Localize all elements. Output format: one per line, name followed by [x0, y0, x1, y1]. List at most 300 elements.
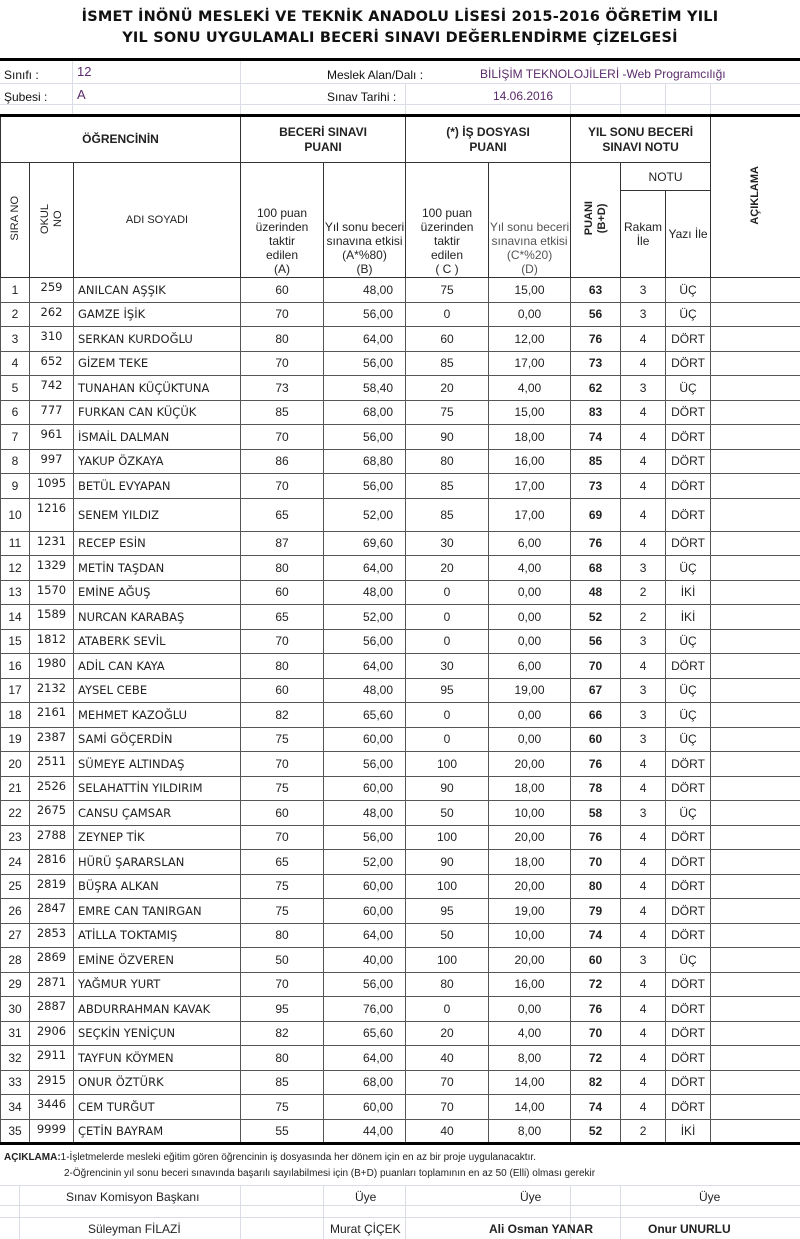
cell-score-d: 18,00 [489, 850, 571, 875]
cell-sira-no: 2 [1, 302, 30, 327]
cell-grade-number: 4 [621, 923, 666, 948]
cell-grade-number: 4 [621, 327, 666, 352]
table-row [1, 874, 800, 899]
cell-sira-no: 20 [1, 752, 30, 777]
cell-grade-number: 4 [621, 498, 666, 531]
cell-score-b: 56,00 [324, 629, 406, 654]
cell-grade-text: ÜÇ [666, 302, 711, 327]
cell-grade-text: DÖRT [666, 1021, 711, 1046]
cell-sira-no: 29 [1, 972, 30, 997]
cell-grade-number: 4 [621, 1021, 666, 1046]
cell-student-name: AYSEL CEBE [74, 678, 241, 703]
cell-grade-number: 4 [621, 449, 666, 474]
cell-score-c: 0 [406, 703, 489, 728]
cell-score-d: 0,00 [489, 629, 571, 654]
cell-sira-no: 32 [1, 1046, 30, 1071]
cell-score-d: 20,00 [489, 874, 571, 899]
cell-score-d: 20,00 [489, 948, 571, 973]
role-uye-2: Üye [520, 1190, 542, 1204]
cell-score-c: 95 [406, 678, 489, 703]
cell-okul-no: 2161 [30, 703, 74, 728]
header-col-a-2: üzerinden [255, 220, 309, 234]
cell-grade-number: 3 [621, 278, 666, 303]
cell-grade-number: 4 [621, 997, 666, 1022]
cell-grade-text: DÖRT [666, 1046, 711, 1071]
cell-grade-text: İKİ [666, 605, 711, 630]
cell-grade-text: DÖRT [666, 923, 711, 948]
cell-score-d: 4,00 [489, 1021, 571, 1046]
cell-grade-number: 3 [621, 703, 666, 728]
cell-score-c: 80 [406, 972, 489, 997]
cell-grade-number: 4 [621, 825, 666, 850]
cell-sira-no: 26 [1, 899, 30, 924]
cell-student-name: GİZEM TEKE [74, 351, 241, 376]
cell-total-bd: 67 [571, 678, 621, 703]
cell-total-bd: 76 [571, 531, 621, 556]
cell-score-d: 10,00 [489, 923, 571, 948]
cell-score-d: 6,00 [489, 654, 571, 679]
cell-total-bd: 72 [571, 1046, 621, 1071]
cell-student-name: ÇETİN BAYRAM [74, 1119, 241, 1144]
header-col-d-4: (D) [521, 262, 538, 276]
cell-okul-no: 2132 [30, 678, 74, 703]
cell-score-a: 70 [241, 302, 324, 327]
cell-student-name: ZEYNEP TİK [74, 825, 241, 850]
cell-score-b: 60,00 [324, 1095, 406, 1120]
cell-total-bd: 70 [571, 1021, 621, 1046]
table-row [1, 1095, 800, 1120]
cell-student-name: FURKAN CAN KÜÇÜK [74, 400, 241, 425]
cell-student-name: TAYFUN KÖYMEN [74, 1046, 241, 1071]
cell-aciklama [711, 605, 800, 630]
cell-score-c: 90 [406, 850, 489, 875]
cell-score-c: 30 [406, 654, 489, 679]
cell-score-b: 60,00 [324, 899, 406, 924]
cell-student-name: SÜMEYE ALTINDAŞ [74, 752, 241, 777]
cell-score-d: 0,00 [489, 703, 571, 728]
cell-grade-text: ÜÇ [666, 556, 711, 581]
cell-sira-no: 23 [1, 825, 30, 850]
cell-score-d: 15,00 [489, 278, 571, 303]
cell-aciklama [711, 425, 800, 450]
cell-sira-no: 7 [1, 425, 30, 450]
cell-sira-no: 24 [1, 850, 30, 875]
gridline [0, 83, 800, 84]
cell-student-name: ABDURRAHMAN KAVAK [74, 997, 241, 1022]
cell-score-a: 65 [241, 850, 324, 875]
header-col-c-4: ( C ) [435, 262, 459, 276]
gridline [620, 1185, 621, 1239]
cell-score-d: 4,00 [489, 376, 571, 401]
cell-okul-no: 2853 [30, 923, 74, 948]
cell-student-name: YAĞMUR YURT [74, 972, 241, 997]
cell-grade-text: DÖRT [666, 1095, 711, 1120]
cell-score-b: 56,00 [324, 752, 406, 777]
cell-sira-no: 11 [1, 531, 30, 556]
cell-total-bd: 72 [571, 972, 621, 997]
cell-grade-text: DÖRT [666, 327, 711, 352]
cell-score-b: 64,00 [324, 327, 406, 352]
cell-total-bd: 52 [571, 1119, 621, 1144]
header-puani [571, 163, 621, 278]
cell-total-bd: 74 [571, 425, 621, 450]
gridline [240, 1185, 241, 1239]
meslek-label: Meslek Alan/Dalı : [327, 68, 424, 82]
cell-grade-number: 2 [621, 1119, 666, 1144]
cell-score-b: 64,00 [324, 556, 406, 581]
cell-aciklama [711, 825, 800, 850]
table-row [1, 727, 800, 752]
table-row [1, 376, 800, 401]
cell-grade-number: 3 [621, 678, 666, 703]
cell-score-c: 75 [406, 278, 489, 303]
name-baskan: Süleyman FİLAZİ [88, 1222, 181, 1236]
header-puani-2: (B+D) [595, 203, 608, 234]
cell-total-bd: 82 [571, 1070, 621, 1095]
cell-grade-number: 4 [621, 752, 666, 777]
cell-aciklama [711, 531, 800, 556]
gridline [240, 61, 241, 114]
cell-grade-text: DÖRT [666, 474, 711, 499]
cell-student-name: BÜŞRA ALKAN [74, 874, 241, 899]
header-ogrencinin: ÖĞRENCİNİN [1, 116, 241, 163]
cell-sira-no: 10 [1, 498, 30, 531]
footer-aciklama-label: AÇIKLAMA: [4, 1152, 61, 1163]
cell-student-name: NURCAN KARABAŞ [74, 605, 241, 630]
cell-aciklama [711, 327, 800, 352]
cell-aciklama [711, 997, 800, 1022]
cell-okul-no: 1980 [30, 654, 74, 679]
tarih-label: Sınav Tarihi : [327, 90, 397, 104]
cell-aciklama [711, 923, 800, 948]
header-yilsonu-line1: YIL SONU BECERİ [587, 124, 694, 139]
header-col-c-1: 100 puan [421, 206, 473, 220]
cell-okul-no: 1570 [30, 580, 74, 605]
header-col-d [489, 163, 571, 278]
cell-aciklama [711, 654, 800, 679]
cell-sira-no: 27 [1, 923, 30, 948]
cell-grade-number: 3 [621, 801, 666, 826]
header-col-d-2: sınavına etkisi [491, 234, 568, 248]
cell-grade-text: DÖRT [666, 654, 711, 679]
cell-grade-text: ÜÇ [666, 727, 711, 752]
table-row [1, 278, 800, 303]
cell-score-a: 70 [241, 752, 324, 777]
cell-score-b: 40,00 [324, 948, 406, 973]
cell-score-d: 12,00 [489, 327, 571, 352]
cell-score-a: 75 [241, 1095, 324, 1120]
cell-score-c: 85 [406, 474, 489, 499]
cell-score-b: 56,00 [324, 474, 406, 499]
table-row [1, 948, 800, 973]
table-row [1, 580, 800, 605]
cell-okul-no: 2911 [30, 1046, 74, 1071]
cell-grade-number: 4 [621, 899, 666, 924]
header-col-b-3: (A*%80) [342, 248, 387, 262]
header-aciklama-text: AÇIKLAMA [749, 166, 762, 225]
header-okul-no-1: OKUL [38, 203, 51, 234]
cell-grade-text: ÜÇ [666, 278, 711, 303]
cell-score-d: 8,00 [489, 1119, 571, 1144]
cell-total-bd: 76 [571, 825, 621, 850]
cell-grade-text: DÖRT [666, 972, 711, 997]
role-uye-1: Üye [355, 1190, 377, 1204]
cell-score-c: 20 [406, 556, 489, 581]
cell-score-c: 100 [406, 874, 489, 899]
header-puani-text [583, 201, 609, 235]
cell-grade-text: DÖRT [666, 531, 711, 556]
cell-score-d: 0,00 [489, 302, 571, 327]
footer-note-1 [4, 1152, 536, 1163]
cell-grade-number: 3 [621, 302, 666, 327]
cell-score-c: 0 [406, 727, 489, 752]
cell-student-name: RECEP ESİN [74, 531, 241, 556]
cell-aciklama [711, 580, 800, 605]
table-row [1, 531, 800, 556]
cell-grade-number: 4 [621, 972, 666, 997]
cell-score-d: 14,00 [489, 1070, 571, 1095]
cell-sira-no: 6 [1, 400, 30, 425]
cell-student-name: CEM TURĞUT [74, 1095, 241, 1120]
cell-grade-text: ÜÇ [666, 629, 711, 654]
header-col-a-4: edilen [265, 248, 299, 262]
cell-aciklama [711, 1095, 800, 1120]
cell-student-name: SEÇKİN YENİÇUN [74, 1021, 241, 1046]
cell-grade-text: DÖRT [666, 825, 711, 850]
cell-total-bd: 56 [571, 302, 621, 327]
cell-student-name: SENEM YILDIZ [74, 498, 241, 531]
cell-score-a: 60 [241, 278, 324, 303]
cell-student-name: ATABERK SEVİL [74, 629, 241, 654]
cell-grade-text: DÖRT [666, 351, 711, 376]
cell-student-name: SERKAN KURDOĞLU [74, 327, 241, 352]
cell-score-d: 0,00 [489, 605, 571, 630]
cell-okul-no: 1812 [30, 629, 74, 654]
header-sira-no [1, 163, 30, 278]
cell-aciklama [711, 899, 800, 924]
cell-student-name: EMİNE ÖZVEREN [74, 948, 241, 973]
subesi-value: A [77, 87, 86, 102]
cell-total-bd: 78 [571, 776, 621, 801]
cell-score-d: 0,00 [489, 580, 571, 605]
table-row [1, 605, 800, 630]
header-sira-no-text: SIRA NO [9, 196, 21, 241]
cell-sira-no: 13 [1, 580, 30, 605]
cell-okul-no: 1216 [30, 498, 74, 531]
cell-total-bd: 74 [571, 1095, 621, 1120]
cell-score-a: 50 [241, 948, 324, 973]
cell-sira-no: 21 [1, 776, 30, 801]
cell-okul-no: 262 [30, 302, 74, 327]
role-baskan: Sınav Komisyon Başkanı [66, 1190, 200, 1204]
cell-okul-no: 2526 [30, 776, 74, 801]
cell-score-b: 69,60 [324, 531, 406, 556]
cell-score-a: 55 [241, 1119, 324, 1144]
header-okul-no-2: NO [51, 210, 64, 227]
cell-grade-text: DÖRT [666, 1070, 711, 1095]
cell-score-b: 56,00 [324, 972, 406, 997]
cell-total-bd: 73 [571, 474, 621, 499]
cell-grade-text: ÜÇ [666, 678, 711, 703]
name-uye-1: Murat ÇİÇEK [330, 1222, 401, 1236]
cell-score-d: 4,00 [489, 556, 571, 581]
cell-score-c: 70 [406, 1095, 489, 1120]
cell-score-a: 60 [241, 580, 324, 605]
cell-okul-no: 742 [30, 376, 74, 401]
cell-sira-no: 33 [1, 1070, 30, 1095]
cell-aciklama [711, 1046, 800, 1071]
table-row [1, 654, 800, 679]
table-row [1, 850, 800, 875]
cell-student-name: GAMZE İŞİK [74, 302, 241, 327]
cell-student-name: YAKUP ÖZKAYA [74, 449, 241, 474]
header-yil-sonu [571, 116, 711, 163]
cell-score-c: 0 [406, 580, 489, 605]
cell-grade-text: ÜÇ [666, 703, 711, 728]
header-beceri-line2: PUANI [304, 139, 342, 154]
table-row [1, 327, 800, 352]
cell-grade-number: 3 [621, 948, 666, 973]
cell-student-name: METİN TAŞDAN [74, 556, 241, 581]
cell-score-b: 56,00 [324, 302, 406, 327]
cell-okul-no: 2915 [30, 1070, 74, 1095]
cell-aciklama [711, 376, 800, 401]
cell-sira-no: 8 [1, 449, 30, 474]
cell-grade-number: 2 [621, 580, 666, 605]
cell-grade-number: 4 [621, 874, 666, 899]
cell-aciklama [711, 703, 800, 728]
cell-score-c: 20 [406, 376, 489, 401]
cell-aciklama [711, 874, 800, 899]
cell-okul-no: 2511 [30, 752, 74, 777]
cell-score-a: 70 [241, 351, 324, 376]
cell-sira-no: 3 [1, 327, 30, 352]
table-row [1, 425, 800, 450]
cell-grade-number: 4 [621, 474, 666, 499]
header-col-a-1: 100 puan [256, 206, 308, 220]
cell-score-a: 80 [241, 654, 324, 679]
cell-okul-no: 2869 [30, 948, 74, 973]
cell-score-a: 80 [241, 923, 324, 948]
cell-score-a: 75 [241, 899, 324, 924]
cell-grade-text: DÖRT [666, 498, 711, 531]
table-row [1, 474, 800, 499]
cell-grade-text: DÖRT [666, 899, 711, 924]
cell-student-name: ANILCAN AŞŞIK [74, 278, 241, 303]
header-col-b-2: sınavına etkisi [326, 234, 403, 248]
cell-score-c: 0 [406, 629, 489, 654]
cell-aciklama [711, 1119, 800, 1144]
cell-score-c: 0 [406, 997, 489, 1022]
cell-score-b: 60,00 [324, 776, 406, 801]
table-row [1, 1021, 800, 1046]
header-col-d-1: Yıl sonu beceri [489, 220, 570, 234]
cell-score-b: 76,00 [324, 997, 406, 1022]
cell-score-b: 65,60 [324, 703, 406, 728]
table-row [1, 752, 800, 777]
header-is-line2: PUANI [469, 139, 507, 154]
cell-score-c: 90 [406, 776, 489, 801]
gridline [0, 1185, 800, 1186]
cell-grade-text: DÖRT [666, 850, 711, 875]
table-row [1, 1070, 800, 1095]
cell-score-d: 20,00 [489, 752, 571, 777]
footer-note1-text: 1-İşletmelerde mesleki eğitim gören öğrencinin iş dosyasında her dönem için en az bir proje uygulanacaktır. [60, 1152, 536, 1163]
cell-okul-no: 777 [30, 400, 74, 425]
cell-aciklama [711, 351, 800, 376]
cell-score-a: 73 [241, 376, 324, 401]
cell-aciklama [711, 278, 800, 303]
header-puani-1: PUANI [582, 201, 595, 236]
cell-aciklama [711, 498, 800, 531]
header-notu: NOTU [621, 163, 711, 191]
table-row [1, 629, 800, 654]
cell-grade-text: ÜÇ [666, 801, 711, 826]
cell-score-b: 64,00 [324, 654, 406, 679]
cell-score-c: 100 [406, 752, 489, 777]
cell-score-a: 70 [241, 972, 324, 997]
cell-student-name: EMİNE AĞUŞ [74, 580, 241, 605]
subesi-label: Şubesi : [4, 90, 48, 104]
cell-score-c: 40 [406, 1119, 489, 1144]
cell-okul-no: 1589 [30, 605, 74, 630]
cell-score-c: 0 [406, 302, 489, 327]
cell-sira-no: 15 [1, 629, 30, 654]
cell-aciklama [711, 400, 800, 425]
cell-okul-no: 9999 [30, 1119, 74, 1144]
cell-total-bd: 83 [571, 400, 621, 425]
header-col-a-3: taktir [268, 234, 295, 248]
cell-score-c: 75 [406, 400, 489, 425]
cell-sira-no: 14 [1, 605, 30, 630]
gridline [323, 1185, 324, 1239]
cell-aciklama [711, 727, 800, 752]
cell-score-a: 70 [241, 425, 324, 450]
cell-okul-no: 2906 [30, 1021, 74, 1046]
table-row [1, 498, 800, 531]
cell-score-a: 70 [241, 629, 324, 654]
header-adi-soyadi: ADI SOYADI [74, 163, 241, 278]
gridline [19, 1185, 20, 1239]
cell-sira-no: 9 [1, 474, 30, 499]
cell-aciklama [711, 474, 800, 499]
cell-total-bd: 69 [571, 498, 621, 531]
cell-total-bd: 52 [571, 605, 621, 630]
cell-aciklama [711, 948, 800, 973]
cell-score-a: 75 [241, 874, 324, 899]
cell-student-name: İSMAİL DALMAN [74, 425, 241, 450]
table-row [1, 703, 800, 728]
cell-okul-no: 259 [30, 278, 74, 303]
cell-student-name: ONUR ÖZTÜRK [74, 1070, 241, 1095]
cell-score-c: 70 [406, 1070, 489, 1095]
cell-aciklama [711, 801, 800, 826]
sinifi-value: 12 [77, 64, 92, 79]
cell-total-bd: 58 [571, 801, 621, 826]
header-rakam-2: İle [636, 234, 650, 248]
cell-grade-number: 4 [621, 1046, 666, 1071]
cell-score-d: 14,00 [489, 1095, 571, 1120]
cell-aciklama [711, 1021, 800, 1046]
header-col-b-4: (B) [356, 262, 373, 276]
cell-okul-no: 652 [30, 351, 74, 376]
cell-student-name: BETÜL EVYAPAN [74, 474, 241, 499]
cell-score-c: 85 [406, 351, 489, 376]
cell-score-a: 75 [241, 776, 324, 801]
cell-score-a: 85 [241, 1070, 324, 1095]
cell-score-a: 86 [241, 449, 324, 474]
header-col-b-1: Yıl sonu beceri [324, 220, 405, 234]
